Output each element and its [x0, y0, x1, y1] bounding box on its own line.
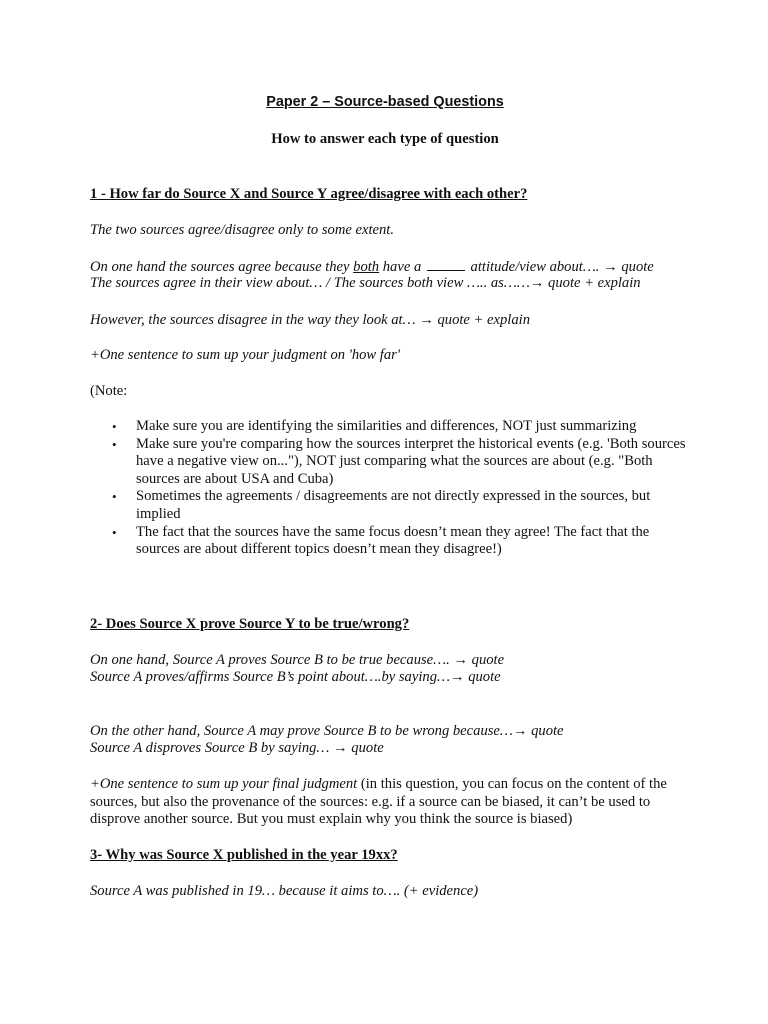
bullet-icon: • [112, 436, 117, 452]
agree-text-c: have a [379, 259, 425, 275]
bullet-icon: • [112, 524, 117, 540]
section-2-heading: 2- Does Source X prove Source Y to be true/wrong? [90, 616, 410, 632]
section-2-line-4: Source A disproves Source B by saying… → quote [90, 740, 384, 756]
section-1-however: However, the sources disagree in the way they look at… → quote + explain [90, 312, 530, 328]
section-1-agree-line-2: The sources agree in their view about… / The sources both view ….. as……→ quote + explain [90, 275, 641, 291]
agree-text-both: both [353, 259, 380, 275]
section-1-agree-line [90, 258, 690, 277]
list-item [90, 418, 690, 436]
section-3-heading: 3- Why was Source X published in the year 19xx? [90, 847, 398, 863]
section-1-note: (Note: [90, 383, 128, 399]
section-1-sum-up: +One sentence to sum up your judgment on 'how far' [90, 347, 400, 363]
notes-list [90, 418, 690, 559]
bullet-icon: • [112, 489, 117, 505]
section-1-intro: The two sources agree/disagree only to some extent. [90, 222, 394, 238]
section-2-final [90, 776, 690, 829]
agree-text-d: attitude/view about…. → quote [466, 259, 654, 275]
agree-text-a: On one hand the sources agree because they [90, 259, 354, 275]
list-item-text: Make sure you are identifying the similarities and differences, NOT just summarizing [136, 418, 637, 434]
final-judgment-italic: +One sentence to sum up your final judgment [90, 776, 358, 792]
page-subtitle: How to answer each type of question [271, 131, 499, 147]
list-item-text: Sometimes the agreements / disagreements are not directly expressed in the sources, but implied [136, 488, 651, 522]
final-judgment-rest: (in this question, you can focus on the content of the sources, but also the provenance of the sources: e.g. if a source can be biased, it can’t be used to disprove another source. But you must explain why you think the source is biased) [90, 776, 667, 828]
list-item [90, 488, 690, 523]
section-2-line-1: On one hand, Source A proves Source B to be true because…. → quote [90, 652, 505, 668]
list-item [90, 436, 690, 489]
section-3-line-1: Source A was published in 19… because it aims to…. (+ evidence) [90, 883, 479, 899]
section-1-heading: 1 - How far do Source X and Source Y agree/disagree with each other? [90, 186, 528, 202]
list-item [90, 524, 690, 559]
fill-in-blank [427, 258, 465, 271]
bullet-icon: • [112, 419, 117, 434]
list-item-text: The fact that the sources have the same focus doesn’t mean they agree! The fact that the sources are about different topics doesn’t mean they disagree!) [136, 523, 650, 558]
section-2-line-2: Source A proves/affirms Source B’s point about….by saying…→ quote [90, 669, 501, 685]
section-2-line-3: On the other hand, Source A may prove Source B to be wrong because…→ quote [90, 723, 564, 739]
page-title: Paper 2 – Source-based Questions [266, 94, 504, 110]
list-item-text: Make sure you're comparing how the sources interpret the historical events (e.g. 'Both sources have a negative view on..."), NOT just comparing what the sources are about (e.g. "Both sources are about USA and Cuba) [136, 435, 686, 487]
